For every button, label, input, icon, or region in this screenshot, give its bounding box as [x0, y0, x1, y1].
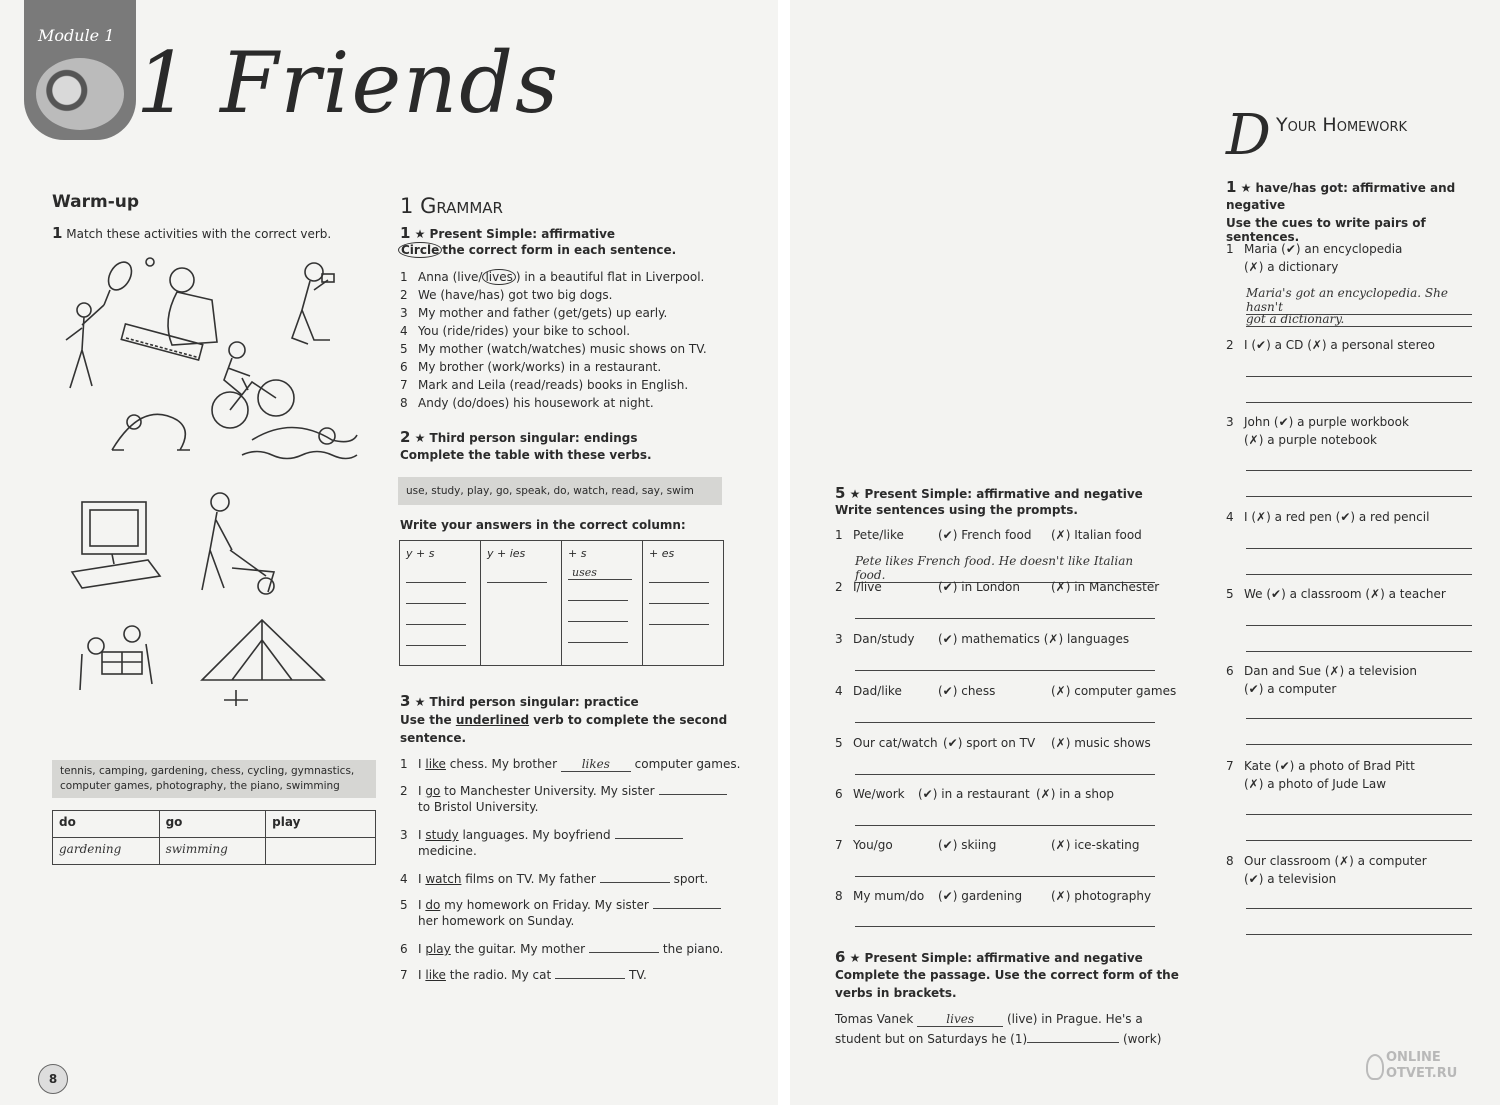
item-number: 2 [400, 784, 408, 798]
underlined-verb: go [425, 784, 441, 798]
photographer-icon [292, 263, 334, 344]
answer-line: Pete likes French food. He doesn't like Italian food. [855, 554, 1155, 583]
answer-blank: likes [561, 757, 631, 772]
item-number: 6 [1226, 664, 1234, 678]
item-number: 2 [1226, 338, 1234, 352]
module-tab [24, 0, 136, 140]
answer-line [855, 618, 1155, 619]
list-item-continued: medicine. [418, 844, 477, 858]
answer-line [1246, 840, 1472, 841]
answer-line [855, 774, 1155, 775]
item-number: 3 [400, 828, 408, 842]
list-item [1226, 587, 1446, 601]
prompt-positive: (✔) French food [938, 528, 1032, 542]
item-text: My mother and father (get/gets) up early. [418, 306, 668, 320]
answer-line: got a dictionary. [1246, 312, 1472, 327]
homework-instruction: Use the cues to write pairs of sentences. [1226, 216, 1426, 244]
endings-col-4 [643, 541, 723, 665]
item-number: 5 [835, 736, 843, 750]
grammar-ex1-number: 1 [400, 224, 411, 242]
list-item [835, 838, 1139, 852]
homework-ex-title-text: ★ have/has got: affirmative and [1240, 181, 1456, 195]
example-answer: uses [568, 566, 632, 580]
item-number: 3 [835, 632, 843, 646]
ex5-number: 5 [835, 484, 846, 502]
underlined-verb: like [425, 968, 446, 982]
underlined-verb: study [425, 828, 459, 842]
homework-ex-title [1226, 178, 1455, 196]
grammar-ex3-instruction [400, 713, 727, 727]
passage-text: Tomas Vanek [835, 1012, 914, 1026]
list-item [835, 632, 1129, 646]
endings-table [399, 540, 724, 666]
prompt-negative: (✗) photography [1051, 889, 1152, 903]
list-item [400, 826, 683, 842]
grammar-ex2-title-text: ★ Third person singular: endings [414, 431, 638, 445]
grammar-section-number: 1 [400, 194, 414, 218]
warmup-heading: Warm-up [52, 192, 140, 212]
prompt-positive: (✔) sport on TV [943, 736, 1036, 750]
circle-word: Circle [398, 242, 442, 258]
cue-line: Dan and Sue (✗) a television [1244, 664, 1417, 678]
list-item [835, 736, 1151, 750]
list-item-continued: her homework on Sunday. [418, 914, 575, 928]
list-item [835, 889, 1151, 903]
item-number: 6 [835, 787, 843, 801]
ex6-instruction-1: Complete the passage. Use the correct form of the [835, 968, 1179, 982]
list-item [1226, 510, 1429, 524]
item-text: the radio. My cat [445, 968, 552, 982]
item-number: 4 [835, 684, 843, 698]
underlined-verb: do [425, 898, 441, 912]
answer-blank [600, 870, 670, 883]
prompt-negative: (✗) in Manchester [1051, 580, 1160, 594]
item-text-end: the piano. [659, 942, 724, 956]
answer-blank [555, 966, 625, 979]
list-item [835, 787, 1114, 801]
endings-col-2 [481, 541, 562, 665]
passage-text: (live) in Prague. He's a [1006, 1012, 1143, 1026]
prompt-subject: Our cat/watch [853, 736, 938, 750]
item-text: films on TV. My father [461, 872, 596, 886]
list-item [400, 757, 740, 772]
list-item [1226, 759, 1415, 773]
grammar-ex2-instruction: Complete the table with these verbs. [400, 448, 652, 462]
answer-line [1246, 651, 1472, 652]
watermark-icon [1366, 1054, 1384, 1080]
item-number: 5 [1226, 587, 1234, 601]
answer-blank [653, 896, 721, 909]
list-item [400, 782, 727, 798]
ex5-instruction: Write sentences using the prompts. [835, 503, 1078, 517]
item-text: I [418, 872, 426, 886]
item-number: 7 [400, 968, 408, 982]
prompt-positive: (✔) in a restaurant [918, 787, 1030, 801]
ex6-title [835, 948, 1143, 966]
prompt-negative: (✗) computer games [1051, 684, 1177, 698]
item-number: 1 [400, 270, 408, 284]
item-number: 6 [400, 942, 408, 956]
prompt-positive: (✔) skiing [938, 838, 997, 852]
passage-text: (work) [1122, 1032, 1162, 1046]
item-text: I [418, 757, 426, 771]
prompt-negative: (✗) Italian food [1051, 528, 1142, 542]
answer-blank [615, 826, 683, 839]
grammar-ex3-number: 3 [400, 692, 411, 710]
grammar-heading [400, 194, 503, 218]
cue-line: I (✔) a CD (✗) a personal stereo [1244, 338, 1435, 352]
list-item [400, 270, 704, 284]
ex5-title-text: ★ Present Simple: affirmative and negative [849, 487, 1143, 501]
write-prompt: Write your answers in the correct column: [400, 518, 686, 532]
answer-line [1246, 934, 1472, 935]
item-number: 2 [400, 288, 408, 302]
item-number: 8 [1226, 854, 1234, 868]
piano-player-icon [121, 268, 217, 360]
page-title: 1 Friends [136, 34, 561, 132]
watermark-line-2: OTVET.RU [1386, 1066, 1458, 1081]
warmup-table [52, 810, 376, 865]
warmup-cell-go: swimming [159, 838, 266, 865]
list-item [400, 306, 667, 320]
list-item [835, 684, 1176, 698]
item-text: I [418, 898, 426, 912]
answer-line [1246, 744, 1472, 745]
cue-line: Kate (✔) a photo of Brad Pitt [1244, 759, 1415, 773]
list-item [1226, 415, 1409, 429]
ex6-passage-line-2 [835, 1030, 1161, 1046]
warmup-header-go: go [159, 811, 266, 838]
item-text-end: ) in a beautiful flat in Liverpool. [515, 270, 705, 284]
item-text: I [418, 784, 426, 798]
warmup-cell-do: gardening [53, 838, 160, 865]
grammar-ex1-title-text: ★ Present Simple: affirmative [414, 227, 616, 241]
item-number: 6 [400, 360, 408, 374]
prompt-negative: (✗) music shows [1051, 736, 1151, 750]
homework-list [1226, 242, 1466, 942]
gymnast-icon [112, 414, 190, 450]
instruction-part: Use the [400, 713, 456, 727]
item-number: 3 [1226, 415, 1234, 429]
answer-blank [589, 940, 659, 953]
grammar-ex3-instruction-2: sentence. [400, 731, 467, 745]
item-number: 8 [835, 889, 843, 903]
item-number: 8 [400, 396, 408, 410]
grammar-section-title: Grammar [420, 194, 503, 218]
item-text: Andy (do/does) his housework at night. [418, 396, 654, 410]
chess-players-icon [80, 626, 152, 690]
item-number: 3 [400, 306, 408, 320]
prompt-negative: (✗) ice-skating [1051, 838, 1140, 852]
list-item-line-2: (✗) a purple notebook [1244, 433, 1377, 447]
cue-line: Maria (✔) an encyclopedia [1244, 242, 1403, 256]
list-item-line-2: (✔) a television [1244, 872, 1337, 886]
ex5-list [835, 528, 1177, 948]
item-text: My brother (work/works) in a restaurant. [418, 360, 662, 374]
answer-line [1246, 496, 1472, 497]
answer-line [855, 876, 1155, 877]
item-text: We (have/has) got two big dogs. [418, 288, 613, 302]
watermark [1386, 1050, 1457, 1082]
list-item-line-2: (✔) a computer [1244, 682, 1337, 696]
homework-title: Your Homework [1276, 114, 1408, 136]
item-text: I [418, 968, 426, 982]
cue-line: John (✔) a purple workbook [1244, 415, 1409, 429]
list-item [400, 324, 630, 338]
verbs-box: use, study, play, go, speak, do, watch, read, say, swim [398, 477, 722, 505]
answer-line [1246, 548, 1472, 549]
list-item [1226, 338, 1435, 352]
list-item [1226, 854, 1427, 868]
list-item [400, 896, 721, 912]
gardener-icon [202, 493, 274, 594]
prompt-subject: We/work [853, 787, 905, 801]
endings-col-3 [562, 541, 643, 665]
answer-line [1246, 625, 1472, 626]
grammar-ex2-title [400, 428, 638, 446]
prompt-positive: (✔) gardening [938, 889, 1023, 903]
tennis-player-icon [66, 258, 154, 388]
answer-line [1246, 814, 1472, 815]
list-item [400, 288, 612, 302]
grammar-ex2-number: 2 [400, 428, 411, 446]
ex6-passage-line-1 [835, 1012, 1143, 1027]
grammar-ex1-title [400, 224, 615, 242]
list-item [400, 940, 723, 956]
list-item [400, 342, 707, 356]
ex6-number: 6 [835, 948, 846, 966]
item-number: 4 [1226, 510, 1234, 524]
prompt-subject: Pete/like [853, 528, 904, 542]
warmup-header-play: play [266, 811, 376, 838]
module-tab-label: Module 1 [38, 26, 115, 45]
warmup-instruction [52, 224, 331, 242]
endings-col-1 [400, 541, 481, 665]
answer-blank [659, 782, 727, 795]
passage-text: student but on Saturdays he (1) [835, 1032, 1028, 1046]
prompt-positive: (✔) mathematics [938, 632, 1040, 646]
item-text: to Manchester University. My sister [440, 784, 655, 798]
homework-letter: D [1226, 103, 1271, 168]
computer-icon [72, 502, 160, 588]
item-text-end: TV. [625, 968, 647, 982]
homework-ex-number: 1 [1226, 178, 1237, 196]
warmup-cell-play [266, 838, 376, 865]
item-number: 4 [400, 872, 408, 886]
item-text: Mark and Leila (read/reads) books in English. [418, 378, 689, 392]
item-text: My mother (watch/watches) music shows on TV. [418, 342, 707, 356]
list-item [400, 870, 708, 886]
list-item-continued: to Bristol University. [418, 800, 539, 814]
watermark-line-1: ONLINE [1386, 1050, 1441, 1065]
column-header: + s [568, 547, 587, 560]
list-item-line-2: (✗) a dictionary [1244, 260, 1339, 274]
homework-header [1226, 103, 1408, 168]
item-number: 7 [835, 838, 843, 852]
item-text: Anna (live/ [418, 270, 483, 284]
ex6-instruction-2: verbs in brackets. [835, 986, 957, 1000]
ex6-title-text: ★ Present Simple: affirmative and negative [849, 951, 1143, 965]
item-number: 4 [400, 324, 408, 338]
grammar-ex1-instruction-text: the correct form in each sentence. [442, 243, 677, 257]
item-text: languages. My boyfriend [458, 828, 611, 842]
list-item [835, 528, 1142, 542]
ex5-title [835, 484, 1143, 502]
list-item [400, 378, 688, 392]
item-number: 5 [400, 898, 408, 912]
prompt-positive: (✔) chess [938, 684, 996, 698]
answer-line [1246, 574, 1472, 575]
homework-ex-title-2: negative [1226, 198, 1286, 212]
list-item [1226, 242, 1402, 256]
list-item [1226, 664, 1417, 678]
column-header: y + s [406, 547, 435, 560]
answer-line [1246, 908, 1472, 909]
cue-line: I (✗) a red pen (✔) a red pencil [1244, 510, 1430, 524]
answer-line [1246, 718, 1472, 719]
list-item [400, 966, 647, 982]
answer-blank: lives [917, 1012, 1003, 1027]
prompt-subject: You/go [853, 838, 893, 852]
item-number: 7 [400, 378, 408, 392]
item-number: 1 [1226, 242, 1234, 256]
item-number: 2 [835, 580, 843, 594]
tent-icon [202, 620, 324, 706]
activities-illustration [52, 250, 372, 710]
answer-line [855, 825, 1155, 826]
warmup-header-do: do [53, 811, 160, 838]
item-text-end: sport. [669, 872, 709, 886]
grammar-ex1-instruction [398, 243, 676, 257]
right-page [790, 0, 1500, 1105]
answer-line [1246, 402, 1472, 403]
item-text: chess. My brother [445, 757, 561, 771]
prompt-subject: Dad/like [853, 684, 902, 698]
answer-line [855, 722, 1155, 723]
answer-line [1246, 470, 1472, 471]
answer-line [1246, 376, 1472, 377]
item-number: 7 [1226, 759, 1234, 773]
item-number: 1 [835, 528, 843, 542]
underlined-verb: watch [425, 872, 462, 886]
swimmer-icon [242, 428, 357, 459]
item-number: 5 [400, 342, 408, 356]
answer-line [855, 670, 1155, 671]
item-text: my homework on Friday. My sister [440, 898, 649, 912]
list-item [400, 360, 661, 374]
grammar-ex3-title [400, 692, 639, 710]
column-header: y + ies [487, 547, 526, 560]
answer-line: Maria's got an encyclopedia. She hasn't [1246, 286, 1472, 315]
prompt-negative: (✗) languages [1043, 632, 1130, 646]
circled-answer: lives [482, 269, 515, 285]
list-item-line-2: (✗) a photo of Jude Law [1244, 777, 1387, 791]
page-number: 8 [38, 1064, 68, 1094]
item-number: 1 [400, 757, 408, 771]
grammar-ex3-title-text: ★ Third person singular: practice [414, 695, 639, 709]
prompt-negative: (✗) in a shop [1036, 787, 1114, 801]
item-text: the guitar. My mother [450, 942, 586, 956]
item-text-end: computer games. [630, 757, 741, 771]
cyclist-icon [212, 342, 294, 428]
item-text: I [418, 942, 426, 956]
list-item [400, 396, 654, 410]
instruction-part: verb to complete the second [529, 713, 728, 727]
warmup-ex-number: 1 [52, 224, 63, 242]
answer-line [855, 926, 1155, 927]
friends-photo [36, 58, 124, 130]
warmup-instruction-text: Match these activities with the correct verb. [66, 227, 332, 241]
item-text: You (ride/rides) your bike to school. [418, 324, 631, 338]
underlined-verb: play [425, 942, 451, 956]
prompt-subject: I/live [853, 580, 882, 594]
column-header: + es [649, 547, 675, 560]
item-text: I [418, 828, 426, 842]
instruction-underlined: underlined [455, 713, 530, 727]
list-item [835, 580, 1159, 594]
prompt-subject: Dan/study [853, 632, 915, 646]
underlined-verb: like [425, 757, 446, 771]
cue-line: Our classroom (✗) a computer [1244, 854, 1427, 868]
prompt-subject: My mum/do [853, 889, 925, 903]
activities-box: tennis, camping, gardening, chess, cycling, gymnastics, computer games, photography, the piano, swimming [52, 760, 376, 798]
answer-blank [1027, 1030, 1119, 1043]
cue-line: We (✔) a classroom (✗) a teacher [1244, 587, 1446, 601]
prompt-positive: (✔) in London [938, 580, 1020, 594]
